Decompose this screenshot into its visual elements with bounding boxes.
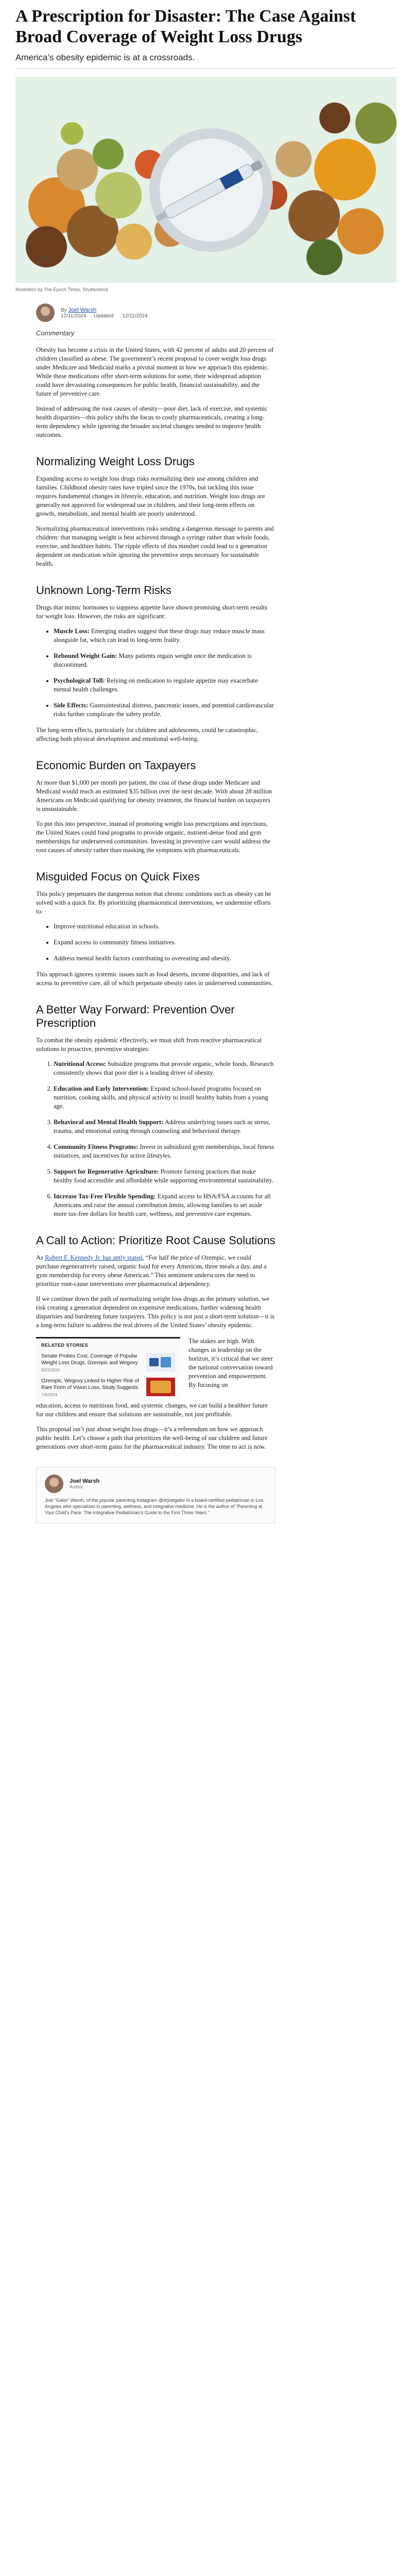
section-label: Commentary bbox=[36, 329, 276, 340]
list-item-text: Expand access to HSA/FSA accounts for all Americans and raise the annual contribution limits, allowing families to set aside more tax-free dollars for health care, wellness, and preventive care expenses. bbox=[54, 1193, 271, 1217]
paragraph: Expanding access to weight loss drugs risks normalizing their use among children and families. Childhood obesity rates have tripled since the 1970s, but tackling this issue requires fundamental changes in lifestyle, education, and nutrition. Weight loss drugs are generally not approved for widespread use in children, and their long-term effects on growth, metabolism, and mental health are poorly understood. bbox=[36, 475, 265, 517]
byline-text bbox=[61, 307, 154, 319]
paragraph: The long-term effects, particularly for children and adolescents, could be catastrophic, affecting both physical development and emotional well-being. bbox=[36, 726, 259, 742]
byline bbox=[36, 303, 276, 322]
rfk-quote-link[interactable]: Robert F. Kennedy Jr. has aptly stated bbox=[45, 1254, 143, 1261]
food-and-injection-pen-illustration bbox=[15, 77, 397, 283]
image-caption: Illustration by The Epoch Times, Shutterstock bbox=[15, 287, 109, 292]
related-stories-title: RELATED STORIES bbox=[41, 1343, 89, 1348]
related-story-thumbnail[interactable] bbox=[146, 1378, 175, 1396]
strategy-list bbox=[36, 1060, 276, 1218]
paragraph: This proposal isn’t just about weight loss drugs—it’s a referendum on how we approach public health. Let’s choose a path that prioritizes the well-being of our children and future generations over short-term gains for the pharmaceutical industry. The time to act is now. bbox=[36, 1426, 268, 1450]
paragraph-side: The stakes are high. With changes in leadership on the horizon, it’s critical that we steer the national conversation toward prevention and empowerment. By focusing on bbox=[188, 1337, 273, 1388]
paragraph-text: As bbox=[36, 1254, 45, 1261]
list-item bbox=[54, 701, 276, 719]
paragraph: education, access to nutritious food, and systemic changes, we can build a healthier future for our children and ensure that solutions are sustainable, not just profitable. bbox=[36, 1402, 268, 1418]
paragraph: At more than $1,000 per month per patient, the cost of these drugs under Medicare and Medicaid would reach an estimated $35 billion over the next decade. With about 28 million Americans on Medicaid qualifying for obesity treatment, the financial burden on taxpayers is unsustainable. bbox=[36, 779, 272, 812]
section-heading: Misguided Focus on Quick Fixes bbox=[36, 870, 200, 883]
list-item bbox=[54, 652, 276, 669]
updated-label: Updated: bbox=[94, 313, 115, 319]
updated-date: 12/11/2024 bbox=[122, 313, 148, 319]
author-link[interactable]: Joel Warsh bbox=[68, 307, 97, 313]
list-item-text: Subsidize programs that provide organic, whole foods. Research consistently shows that poor diet is a leading driver of obesity. bbox=[54, 1060, 274, 1076]
list-item-text: Invest in subsidized gym memberships, local fitness initiatives, and incentives for active lifestyles. bbox=[54, 1143, 274, 1159]
efforts-list bbox=[36, 922, 276, 963]
list-item-text: Relying on medication to regulate appetite may exacerbate mental health challenges. bbox=[54, 677, 258, 693]
list-item-label: Side Effects: bbox=[54, 702, 88, 709]
divider bbox=[15, 68, 397, 69]
author-meta bbox=[70, 1478, 99, 1489]
article-subhead: America’s obesity epidemic is at a crossroads. bbox=[15, 53, 195, 62]
list-item: • Expand access to community fitness initiatives. bbox=[54, 938, 276, 947]
intro-paragraph: Obesity has become a crisis in the United States, with 42 percent of adults and 20 percent of children classified as obese. The government’s recent proposal to cover weight loss drugs under Medicare and Medicaid marks a pivotal moment in how we approach this epidemic. While these medications offer short-term solutions for some, their widespread adoption could have devastating consequences for public health, financial sustainability, and the future of preventive care. bbox=[36, 346, 273, 397]
list-item bbox=[54, 627, 276, 645]
section-heading: A Call to Action: Prioritize Root Cause Solutions bbox=[36, 1234, 276, 1247]
list-item-text: Many patients regain weight once the medication is discontinued. bbox=[54, 652, 252, 668]
list-item-text: Emerging studies suggest that these drugs may reduce muscle mass alongside fat, which can lead to long-term frailty. bbox=[54, 628, 265, 643]
author-avatar[interactable] bbox=[45, 1475, 63, 1493]
author-bio: Joel “Gator” Warsh, of the popular parenting Instagram @drjoelgator is a board-certified pediatrician in Los Angeles who specializes in parenting, wellness, and integrative medicine. He is the author of “Parenting at Your Child’s Pace: The Integrative Pediatrician’s Guide to the First Three Years.” bbox=[45, 1498, 264, 1515]
related-story-date: 7/4/2024 bbox=[41, 1393, 58, 1397]
byline-dates bbox=[61, 313, 154, 319]
hero-image bbox=[15, 77, 397, 283]
list-item-label: Muscle Loss: bbox=[54, 628, 90, 635]
list-item bbox=[54, 1118, 276, 1136]
related-story[interactable] bbox=[41, 1353, 175, 1372]
paragraph: If we continue down the path of normalizing weight loss drugs as the primary solution, we risk creating a generation dependent on expensive medications, further widening health disparities and burdening future taxpayers. This policy is not just a short-term solution—it is a long-term failure to address the real drivers of the United States’ obesity epidemic. bbox=[36, 1295, 274, 1329]
list-item bbox=[54, 1192, 276, 1218]
author-role: Author bbox=[70, 1484, 83, 1489]
section-heading: Normalizing Weight Loss Drugs bbox=[36, 455, 195, 468]
paragraph-text: , “For half the price of Ozempic, we could purchase regeneratively raised, organic food for every American, three meals a day, and a gym membership for every obese American.” This sentiment underscores the need to prioritize root-cause interventions over pharmaceutical dependency. bbox=[36, 1254, 267, 1287]
related-story-text-wrap bbox=[41, 1378, 142, 1397]
list-item-text: Promote farming practices that make healthy food accessible and affordable while supporting environmental sustainability. bbox=[54, 1168, 273, 1184]
list-item: • Improve nutritional education in schools. bbox=[54, 922, 276, 931]
paragraph bbox=[36, 1253, 276, 1289]
related-stories-box bbox=[36, 1337, 180, 1401]
paragraph: To put this into perspective, instead of promoting weight loss prescriptions and injections, the United States could fund programs to provide organic, nutrient-dense food and gym memberships for underserved communities. Investing in preventive care would address the root causes of obesity rather than masking the symptoms with pharmaceuticals. bbox=[36, 820, 271, 854]
list-item bbox=[54, 1060, 276, 1077]
author-avatar[interactable] bbox=[36, 303, 55, 322]
author-name[interactable]: Joel Warsh bbox=[70, 1478, 100, 1484]
article-body bbox=[36, 303, 276, 1544]
list-item-label: Education and Early Intervention: bbox=[54, 1085, 149, 1092]
list-item-label: Increase Tax-Free Flexible Spending: bbox=[54, 1193, 156, 1200]
list-item bbox=[54, 1084, 276, 1111]
published-date: 12/11/2024 bbox=[61, 313, 87, 319]
list-item: • Address mental health factors contributing to overeating and obesity. bbox=[54, 954, 276, 963]
related-story-title[interactable]: Senate Probes Cost, Coverage of Popular Weight Loss Drugs, Ozempic and Wegovy bbox=[41, 1353, 138, 1366]
paragraph: Drugs that mimic hormones to suppress appetite have shown promising short-term results for weight loss. However, the risks are significant: bbox=[36, 604, 267, 620]
author-bio-box bbox=[36, 1467, 276, 1523]
list-item-label: Rebound Weight Gain: bbox=[54, 652, 117, 659]
related-story-thumbnail[interactable] bbox=[146, 1353, 175, 1371]
list-item-label: Psychological Toll: bbox=[54, 677, 105, 684]
list-item-text: Address underlying issues such as stress, trauma, and emotional eating through counseling and behavioral therapy. bbox=[54, 1118, 270, 1134]
list-item bbox=[54, 1143, 276, 1160]
section-heading: Economic Burden on Taxpayers bbox=[36, 759, 196, 772]
list-item bbox=[54, 1167, 276, 1185]
byline-by: By bbox=[61, 307, 67, 313]
paragraph: This policy perpetuates the dangerous notion that chronic conditions such as obesity can be solved with a quick fix. By prioritizing pharmaceutical interventions, we undermine efforts to: bbox=[36, 890, 271, 915]
related-story[interactable] bbox=[41, 1378, 175, 1397]
author-row bbox=[45, 1475, 267, 1493]
intro-paragraph: Instead of addressing the root causes of obesity—poor diet, lack of exercise, and systemic health disparities—this policy shifts the focus to costly pharmaceuticals, creating a long-term dependency while ignoring the broader societal changes needed to improve health outcomes. bbox=[36, 405, 268, 438]
intro bbox=[36, 346, 276, 439]
related-story-date: 9/23/2024 bbox=[41, 1368, 60, 1372]
list-item-text: Expand school-based programs focused on nutrition, cooking skills, and physical activity to instill healthy habits from a young age. bbox=[54, 1085, 268, 1110]
paragraph: To combat the obesity epidemic effectively, we must shift from reactive pharmaceutical solutions to proactive, preventive strategies: bbox=[36, 1037, 262, 1053]
paragraph: This approach ignores systemic issues such as food deserts, income disparities, and lack of access to preventive care, all of which perpetuate obesity rates in underserved communities. bbox=[36, 971, 273, 987]
related-story-title[interactable]: Ozempic, Wegovy Linked to Higher Risk of Rare Form of Vision Loss, Study Suggests bbox=[41, 1378, 139, 1391]
list-item-label: Support for Regenerative Agriculture: bbox=[54, 1168, 159, 1175]
section-heading: Unknown Long-Term Risks bbox=[36, 584, 171, 597]
list-item-text: Gastrointestinal distress, pancreatic issues, and potential cardiovascular risks further complicate the safety profile. bbox=[54, 702, 274, 718]
paragraph: Normalizing pharmaceutical interventions risks sending a dangerous message to parents and children: that managing weight is best achieved through a syringe rather than whole foods, exercise, and healthier habits. The ripple effects of this mindset could lead to a generation dependent on medication while ignoring the preventive steps necessary for sustainable health. bbox=[36, 525, 274, 567]
spacer bbox=[36, 1523, 276, 1544]
related-and-text bbox=[36, 1337, 276, 1401]
related-story-text-wrap bbox=[41, 1353, 142, 1372]
list-item-label: Behavioral and Mental Health Support: bbox=[54, 1118, 164, 1126]
risk-list bbox=[36, 627, 276, 719]
list-item bbox=[54, 676, 276, 694]
article-headline: A Prescription for Disaster: The Case Against Broad Coverage of Weight Loss Drugs bbox=[15, 7, 356, 46]
list-item-label: Community Fitness Programs: bbox=[54, 1143, 139, 1150]
section-heading: A Better Way Forward: Prevention Over Prescription bbox=[36, 1003, 235, 1029]
list-item-label: Nutritional Access: bbox=[54, 1060, 106, 1067]
